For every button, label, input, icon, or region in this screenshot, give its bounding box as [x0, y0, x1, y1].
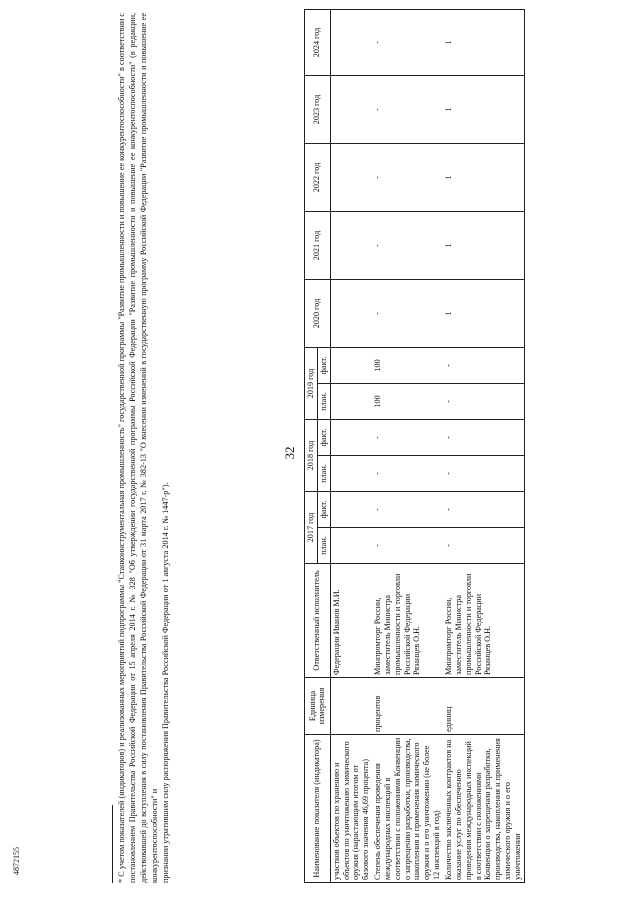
cell-2023: - [372, 75, 443, 143]
cell-2018-plan: - [372, 455, 443, 491]
header-fact-2019: факт. [317, 347, 330, 383]
cell-2018-fact: - [443, 419, 524, 455]
cell-2019-fact: - [443, 347, 524, 383]
page-number: 32 [282, 446, 297, 460]
footnote-divider [112, 805, 113, 883]
cell-2018-fact [330, 419, 372, 455]
cell-2019-plan [330, 383, 372, 419]
row-name: Степень обеспечения проведения международных инспекций в соответствии с положениями Конвенции о запрещении разработки, производства, накопления и применения химического оружия и о его уничтожении (не более 12 инспекций в год) [372, 735, 443, 883]
cell-2022: 1 [443, 143, 524, 211]
cell-2023: 1 [443, 75, 524, 143]
row-unit: единиц [443, 678, 524, 735]
header-responsible: Ответственный исполнитель [305, 564, 331, 678]
cell-2019-fact [330, 347, 372, 383]
footnote [116, 13, 171, 883]
document-id: 4872155 [12, 847, 21, 875]
cell-2019-plan: - [443, 383, 524, 419]
cell-2023 [330, 75, 372, 143]
header-plan-2018: план. [317, 455, 330, 491]
cell-2017-fact: - [372, 491, 443, 527]
row-responsible: Минпромторг России, заместитель Министра промышленности и торговли Российской Федерации Рязанцев О.Н. [443, 564, 524, 678]
header-2020: 2020 год [305, 279, 331, 347]
footnote-text-continued: признании утратившим силу распоряжения Правительства Российской Федерации от 1 августа 2014 г. № 1447-р"). [161, 482, 171, 883]
cell-2024 [330, 9, 372, 75]
cell-2017-plan: - [372, 528, 443, 564]
cell-2017-fact: - [443, 491, 524, 527]
cell-2019-plan: 100 [372, 383, 443, 419]
header-plan-2017: план. [317, 528, 330, 564]
cell-2017-plan: - [443, 528, 524, 564]
table-row [330, 9, 372, 882]
cell-2021: - [372, 211, 443, 279]
header-2022: 2022 год [305, 143, 331, 211]
header-plan-2019: план. [317, 383, 330, 419]
cell-2021 [330, 211, 372, 279]
row-name: участков объектов по хранению и объектов по уничтожению химического оружия (нарастающим итогом от базового значения 46,69 процента) [330, 735, 372, 883]
table-row [443, 9, 524, 882]
header-2024: 2024 год [305, 9, 331, 75]
row-unit [330, 678, 372, 735]
cell-2020 [330, 279, 372, 347]
cell-2022: - [372, 143, 443, 211]
header-name: Наименование показателя (индикатора) [305, 735, 331, 883]
header-fact-2017: факт. [317, 491, 330, 527]
cell-2020: 1 [443, 279, 524, 347]
row-responsible: Федерации Иванов М.И. [330, 564, 372, 678]
header-2018: 2018 год [305, 419, 318, 491]
cell-2017-plan [330, 528, 372, 564]
header-2021: 2021 год [305, 211, 331, 279]
cell-2022 [330, 143, 372, 211]
cell-2021: 1 [443, 211, 524, 279]
cell-2024: 1 [443, 9, 524, 75]
cell-2019-fact: 100 [372, 347, 443, 383]
header-fact-2018: факт. [317, 419, 330, 455]
cell-2024: - [372, 9, 443, 75]
cell-2018-plan [330, 455, 372, 491]
cell-2020: - [372, 279, 443, 347]
table-row [372, 9, 443, 882]
header-2017: 2017 год [305, 491, 318, 563]
cell-2018-fact: - [372, 419, 443, 455]
cell-2018-plan: - [443, 455, 524, 491]
header-2023: 2023 год [305, 75, 331, 143]
table-header-row [305, 9, 318, 882]
row-name: Количество заключенных контрактов на оказание услуг по обеспечению проведения международных инспекций в соответствии с положениями Конвенции о запрещении разработки, производства, накопления и применения химического оружия и о его уничтожении [443, 735, 524, 883]
header-2019: 2019 год [305, 347, 318, 419]
row-responsible: Минпромторг России, заместитель Министра промышленности и торговли Российской Федерации Рязанцев О.Н. [372, 564, 443, 678]
row-unit: процентов [372, 678, 443, 735]
indicators-table [304, 9, 525, 883]
header-unit: Единица измерения [305, 678, 331, 735]
footnote-text: * С учетом показателей (индикаторов) и реализованных мероприятий подпрограммы "Станкоинструментальная промышленность" государственной программы "Развитие промышленности и повышение ее конкурентоспособности" в соответствии с постановлением Правительства Российской Федерации от 15 апреля 2014 г. № 328 "Об утверждении государственной программы Российской Федерации "Развитие промышленности и повышение ее конкурентоспособности" (в редакции, действовавшей до вступления в силу постановления Правительства Российской Федерации от 31 марта 2017 г. № 382-13 "О внесении изменений в государственную программу Российской Федерации "Развитие промышленности и повышение ее конкурентоспособности" и [117, 13, 160, 883]
cell-2017-fact [330, 491, 372, 527]
